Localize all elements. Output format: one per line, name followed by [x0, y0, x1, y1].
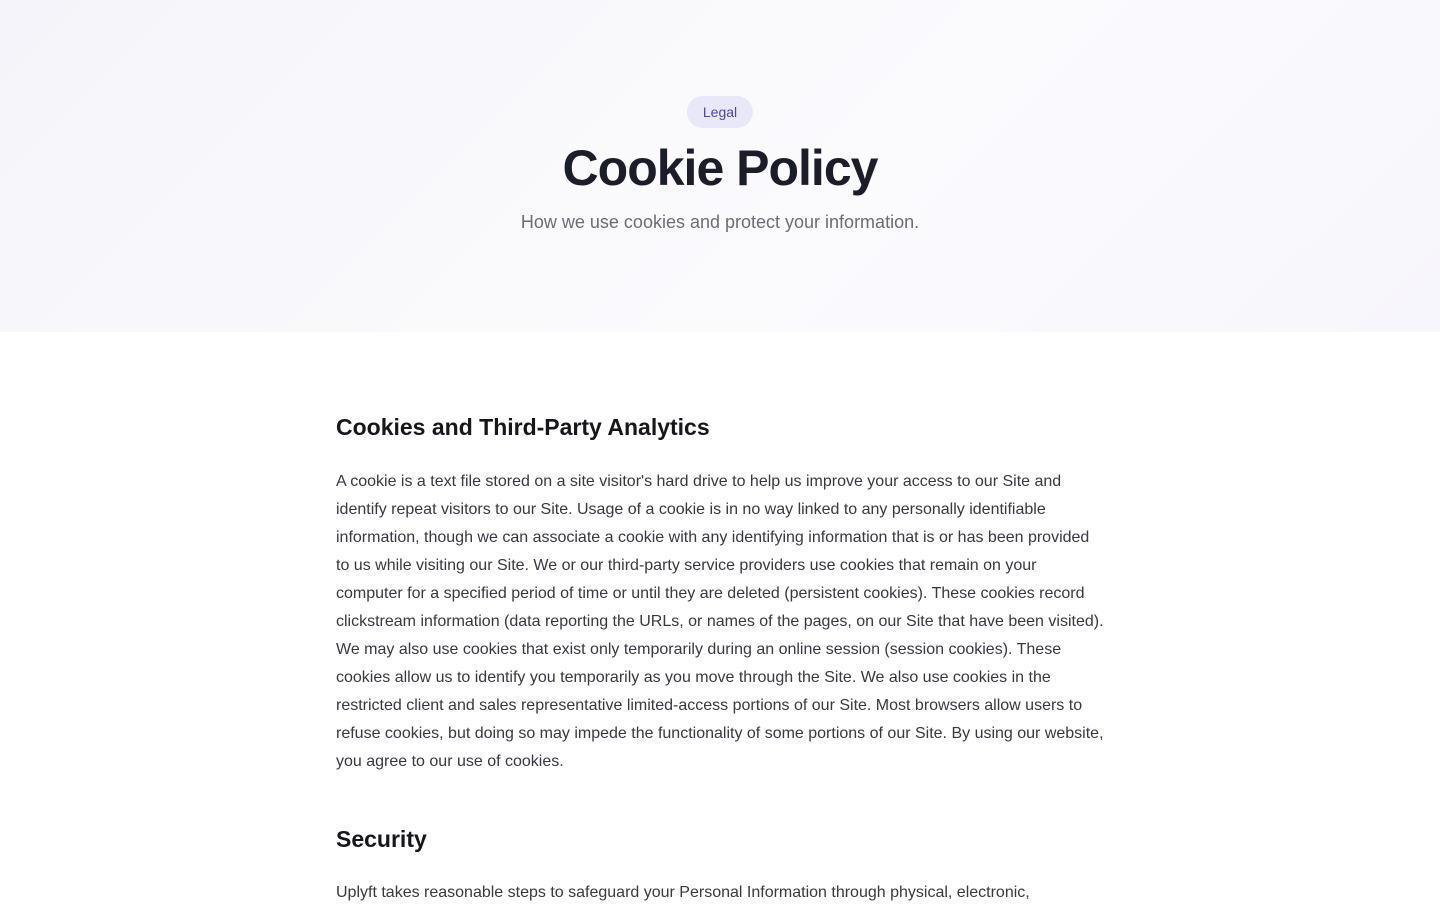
section-heading-security: Security — [336, 826, 427, 852]
page-title: Cookie Policy — [562, 140, 878, 196]
legal-badge: Legal — [687, 96, 753, 128]
section-body-cookies: A cookie is a text file stored on a site visitor's hard drive to help us improve your access to our Site and identify repeat visitors to our Site. Usage of a cookie is in no way linked to any personally identifiable information, though we can associate a cookie with any identifying information that is or has been provided to us while visiting our Site. We or our third-party service providers use cookies that remain on your computer for a specified period of time or until they are deleted (persistent cookies). These cookies record clickstream information (data reporting the URLs, or names of the pages, on our Site that have been visited). We may also use cookies that exist only temporarily during an online session (session cookies). These cookies allow us to identify you temporarily as you move through the Site. We also use cookies in the restricted client and sales representative limited-access portions of our Site. Most browsers allow users to refuse cookies, but doing so may impede the functionality of some portions of our Site. By using our website, you agree to our use of cookies. — [336, 473, 1104, 770]
section-body-security: Uplyft takes reasonable steps to safeguard your Personal Information through physical, electronic, — [336, 884, 1030, 901]
page-subtitle: How we use cookies and protect your information. — [520, 212, 920, 232]
section-heading-cookies: Cookies and Third-Party Analytics — [336, 414, 710, 440]
hero-header — [0, 0, 1440, 332]
